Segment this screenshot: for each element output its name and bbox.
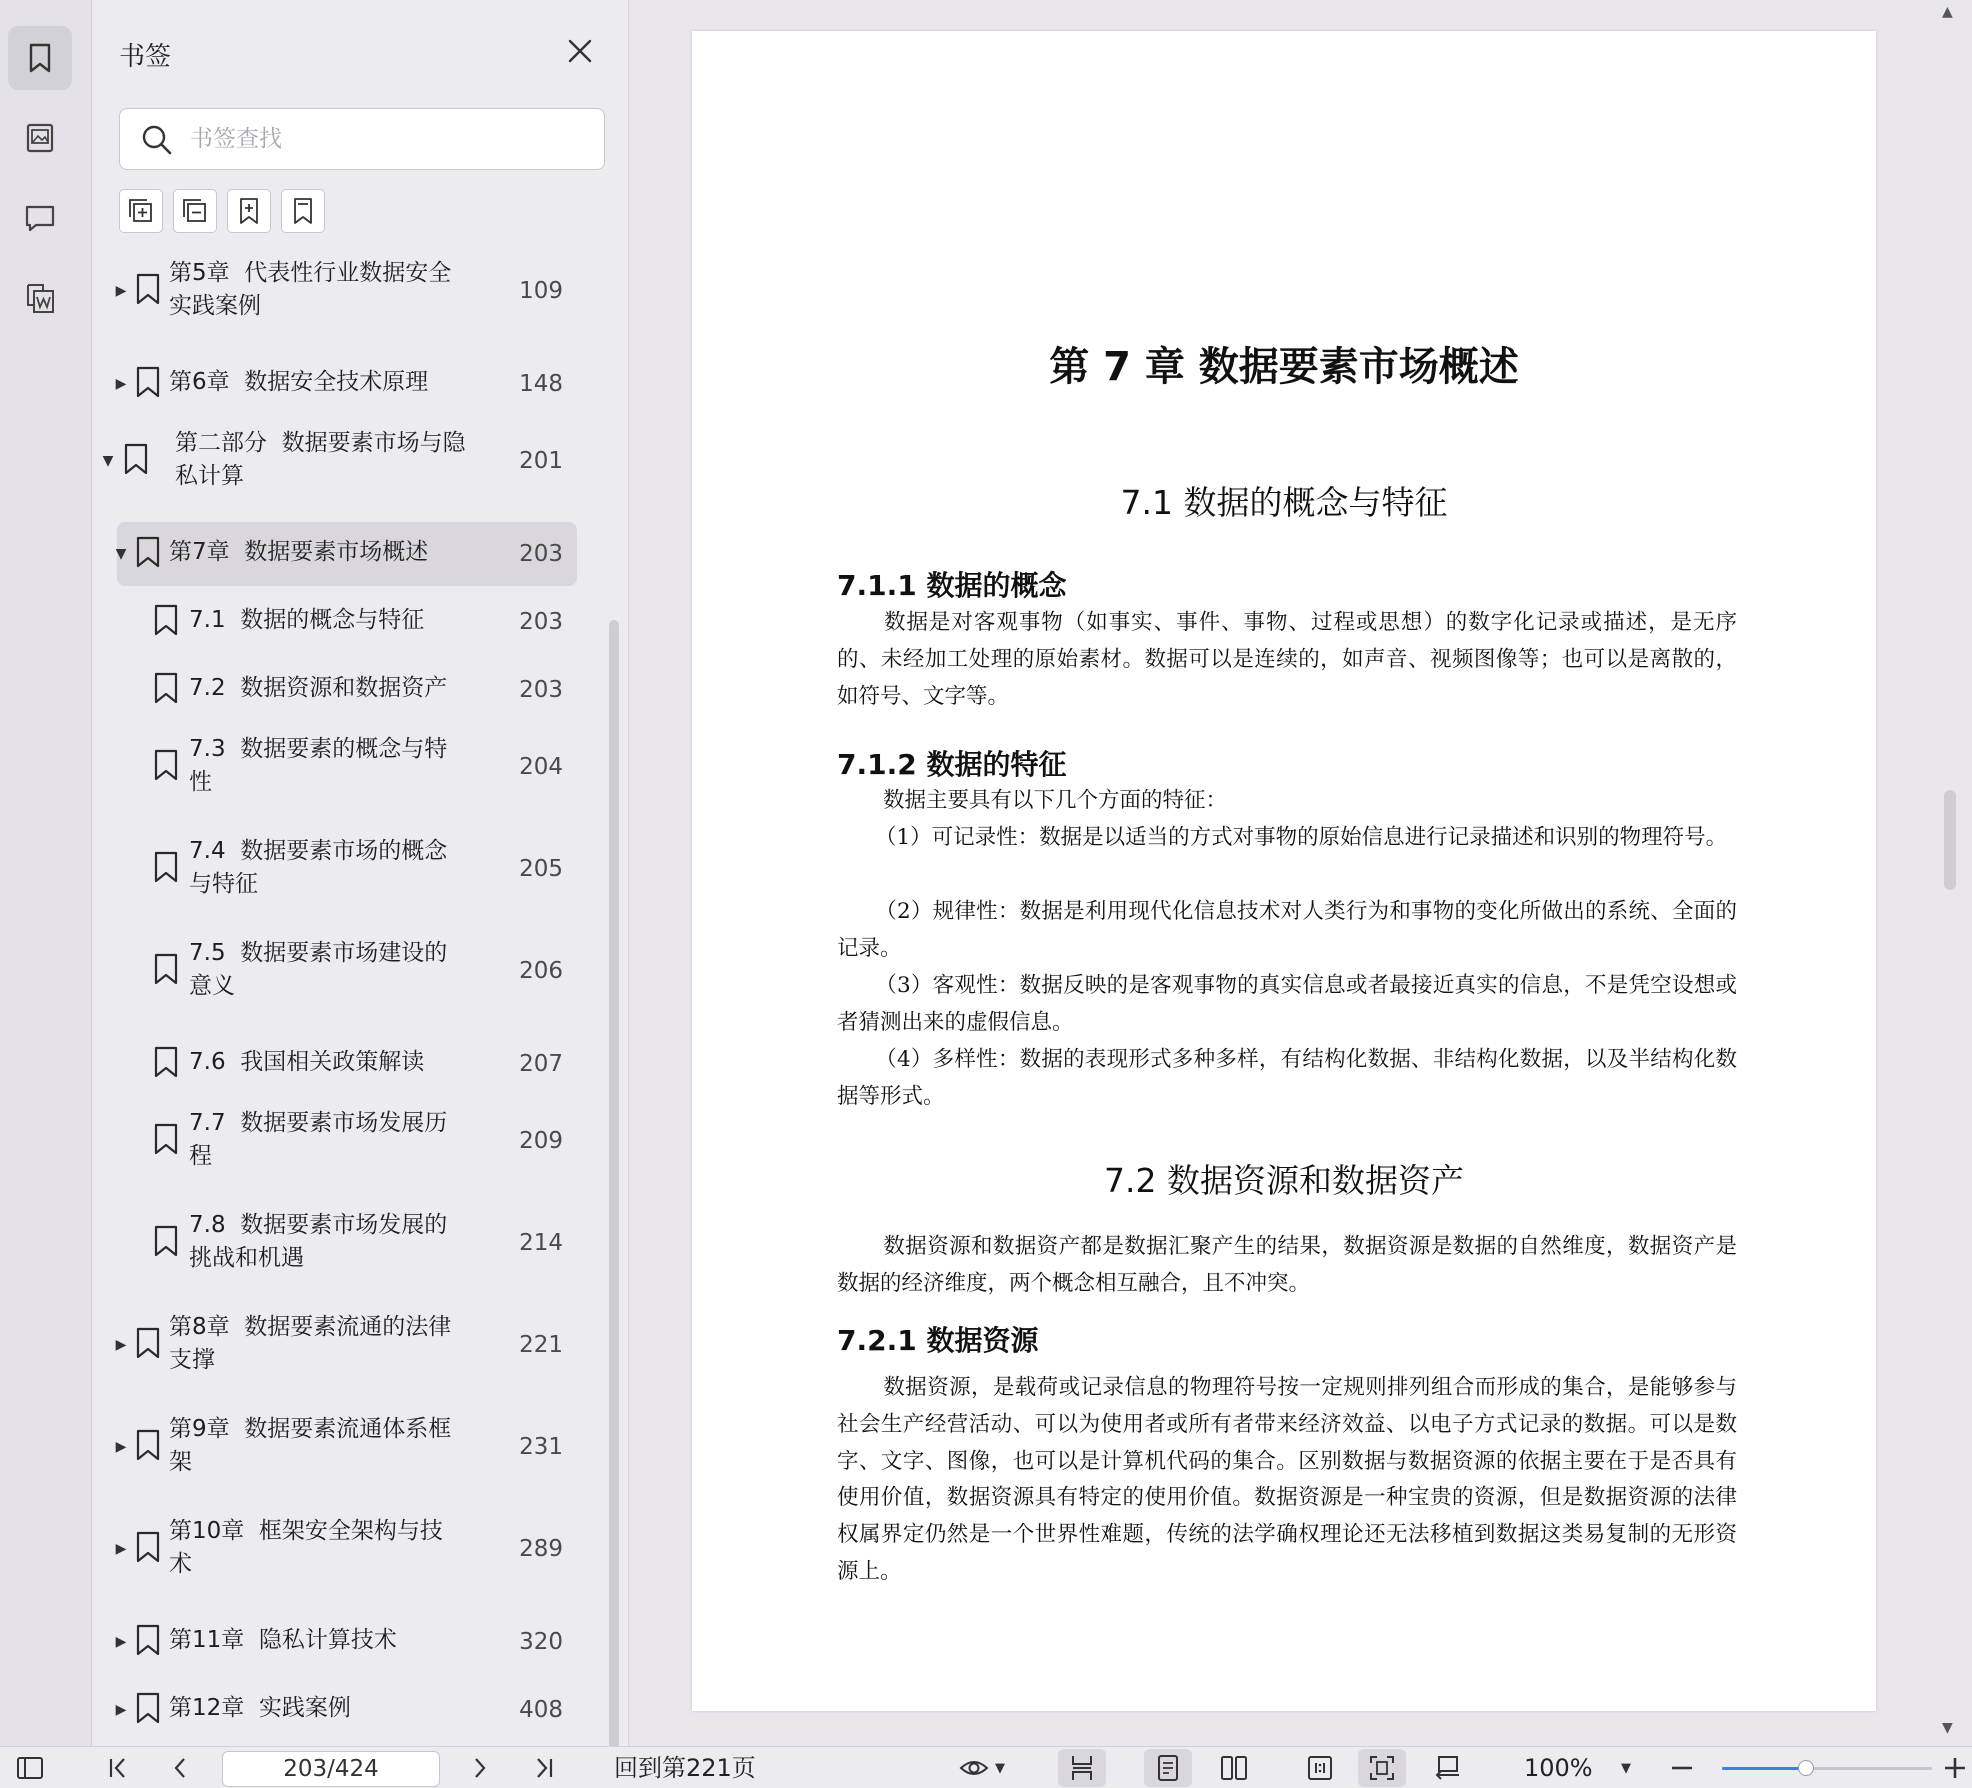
bookmark-page-number: 231 [519, 1434, 563, 1460]
bookmark-page-number: 214 [519, 1230, 563, 1256]
document-page [692, 31, 1876, 1711]
paragraph-text: 数据资源，是载荷或记录信息的物理符号按一定规则排列组合而形成的集合，是能够参与社会生产经营活动、可以为使用者或所有者带来经济效益、以电子方式记录的数据。可以是数字、文字、图像，也可以是计算机代码的集合。区别数据与数据资源的依据主要在于是否具有使用价值，数据资源具有特定的使用价值。数据资源是一种宝贵的资源，但是数据资源的法律权属界定仍然是一个世界性难题，传统的法学确权理论还无法移植到数据这类易复制的无形资源上。 [837, 1375, 1737, 1584]
bookmark-page-number: 201 [519, 448, 563, 474]
page-number-input[interactable] [222, 1751, 440, 1787]
goto-page-link[interactable]: 回到第221页 [614, 1754, 756, 1782]
bookmark-page-number: 203 [519, 677, 563, 703]
bookmark-item[interactable] [117, 1610, 577, 1674]
paragraph-text: 数据资源和数据资产都是数据汇聚产生的结果，数据资源是数据的自然维度，数据资产是数据的经济维度，两个概念相互融合，且不冲突。 [837, 1234, 1737, 1296]
bookmark-item[interactable] [117, 1678, 577, 1742]
bookmark-icon [151, 1122, 181, 1156]
scroll-up-arrow[interactable]: ▲ [1942, 4, 1953, 20]
continuous-scroll-button[interactable] [1058, 1749, 1106, 1787]
paragraph [837, 820, 1737, 857]
side-rail [0, 0, 92, 1746]
zoom-slider[interactable] [1722, 1767, 1932, 1770]
bookmark-page-number: 221 [519, 1332, 563, 1358]
bookmark-list [93, 250, 629, 1746]
two-page-icon [1219, 1753, 1249, 1783]
comment-icon [23, 201, 57, 235]
panel-scrollbar[interactable] [609, 620, 619, 1746]
bookmark-page-number: 205 [519, 856, 563, 882]
fit-page-button[interactable] [1358, 1749, 1406, 1787]
bookmark-label: 7.2 数据资源和数据资产 [189, 675, 448, 701]
chapter-title: 第 7 章 数据要素市场概述 [1049, 344, 1519, 390]
zoom-in-icon [1940, 1753, 1970, 1783]
actual-size-icon [1305, 1753, 1335, 1783]
two-page-button[interactable] [1210, 1747, 1258, 1788]
bookmark-icon [121, 442, 151, 476]
paragraph [837, 968, 1737, 1042]
bookmark-icon [133, 272, 163, 306]
bookmark-icon [23, 41, 57, 75]
single-page-icon [1153, 1753, 1183, 1783]
bookmark-item[interactable] [117, 1406, 577, 1488]
thumbnail-panel-button[interactable] [8, 106, 72, 170]
bookmark-icon [133, 1623, 163, 1657]
bookmark-search-box[interactable] [119, 108, 605, 170]
first-page-button[interactable] [100, 1747, 136, 1788]
paragraph-text: 数据主要具有以下几个方面的特征： [883, 788, 1228, 813]
zoom-level[interactable]: 100% [1524, 1754, 1593, 1782]
prev-page-icon [165, 1753, 195, 1783]
attachment-icon [23, 281, 57, 315]
bookmark-icon [133, 1530, 163, 1564]
bookmark-icon [151, 1224, 181, 1258]
document-viewport[interactable] [630, 0, 1972, 1746]
chevron-down-icon: ▼ [995, 1760, 1005, 1776]
bookmark-icon [133, 1326, 163, 1360]
bookmark-label: 第12章 实践案例 [169, 1695, 351, 1721]
scroll-down-arrow[interactable]: ▼ [1942, 1720, 1953, 1736]
bookmark-page-number: 109 [519, 278, 563, 304]
bookmark-icon [133, 1691, 163, 1725]
bookmark-item[interactable] [117, 1508, 577, 1590]
bookmark-label: 7.4 数据要素市场的概念 与特征 [189, 838, 448, 897]
bookmark-label: 第6章 数据安全技术原理 [169, 369, 429, 395]
bookmark-label: 7.6 我国相关政策解读 [189, 1049, 425, 1075]
bookmark-label: 7.8 数据要素市场发展的 挑战和机遇 [189, 1212, 448, 1271]
collapse-all-icon [180, 196, 210, 226]
bookmark-icon [133, 535, 163, 569]
rotate-icon [1433, 1753, 1463, 1783]
caret-right-icon[interactable]: ▶ [115, 1702, 127, 1718]
paragraph-text: （3）客观性：数据反映的是客观事物的真实信息或者最接近真实的信息，不是凭空设想或者猜测出来的虚假信息。 [837, 973, 1737, 1035]
subsection-heading: 7.1.1 数据的概念 [837, 569, 1067, 602]
paragraph [837, 1229, 1737, 1303]
bookmark-item[interactable] [117, 1032, 577, 1096]
attachment-panel-button[interactable] [8, 266, 72, 330]
bookmark-page-number: 209 [519, 1128, 563, 1154]
zoom-out-button[interactable] [1664, 1747, 1700, 1788]
caret-right-icon[interactable]: ▶ [115, 283, 127, 299]
bookmark-item[interactable] [117, 522, 577, 586]
actual-size-button[interactable] [1296, 1747, 1344, 1788]
search-icon [140, 123, 174, 157]
bookmark-icon [151, 671, 181, 705]
zoom-in-button[interactable] [1940, 1747, 1970, 1788]
bookmark-label: 第8章 数据要素流通的法律 支撑 [169, 1314, 452, 1373]
bookmark-label: 第11章 隐私计算技术 [169, 1627, 397, 1653]
bookmark-page-number: 148 [519, 371, 563, 397]
bookmark-icon [288, 196, 318, 226]
close-panel-button[interactable] [563, 34, 597, 68]
bookmark-label: 第9章 数据要素流通体系框 架 [169, 1416, 452, 1475]
bookmark-item[interactable] [117, 1202, 577, 1284]
paragraph [837, 605, 1737, 715]
sidebar-toggle-icon [15, 1753, 45, 1783]
bookmark-icon [133, 365, 163, 399]
bookmark-icon [133, 1428, 163, 1462]
continuous-scroll-icon [1067, 1753, 1097, 1783]
bookmark-label: 7.3 数据要素的概念与特 性 [189, 736, 448, 795]
bookmark-page-number: 206 [519, 958, 563, 984]
bookmark-item[interactable] [102, 420, 577, 502]
bookmark-item[interactable] [117, 828, 577, 910]
rotate-button[interactable] [1424, 1747, 1472, 1788]
bookmark-page-number: 203 [519, 609, 563, 635]
caret-right-icon[interactable]: ▶ [115, 376, 127, 392]
thumbnail-icon [23, 121, 57, 155]
bookmark-icon [151, 1045, 181, 1079]
bookmark-item[interactable] [117, 1100, 577, 1182]
comment-panel-button[interactable] [8, 186, 72, 250]
bookmark-page-number: 203 [519, 541, 563, 567]
subsection-heading: 7.1.2 数据的特征 [837, 748, 1067, 781]
bookmark-search-input[interactable] [190, 119, 590, 159]
caret-down-icon[interactable]: ▼ [102, 453, 114, 469]
chevron-down-icon: ▼ [1621, 1760, 1631, 1776]
paragraph [837, 894, 1737, 968]
bookmark-label: 7.1 数据的概念与特征 [189, 607, 425, 633]
bookmark-label: 第10章 框架安全架构与技 术 [169, 1518, 443, 1577]
caret-right-icon[interactable]: ▶ [115, 1337, 127, 1353]
prev-page-button[interactable] [162, 1747, 198, 1788]
expand-all-icon [126, 196, 156, 226]
bookmark-panel-button[interactable] [8, 26, 72, 90]
zoom-slider-thumb[interactable] [1798, 1760, 1814, 1776]
bookmark-icon [151, 850, 181, 884]
section-heading: 7.1 数据的概念与特征 [1120, 483, 1448, 522]
sidebar-toggle-button[interactable] [12, 1747, 48, 1788]
document-scrollbar[interactable] [1944, 790, 1956, 890]
paragraph [837, 783, 1737, 820]
bookmark-label: 7.5 数据要素市场建设的 意义 [189, 940, 448, 999]
bookmark-item[interactable] [117, 352, 577, 416]
bookmark-icon [151, 952, 181, 986]
add-bookmark-button[interactable] [227, 189, 271, 233]
fit-page-icon [1367, 1753, 1397, 1783]
close-icon [567, 38, 593, 64]
zoom-dropdown-button[interactable] [1614, 1747, 1638, 1788]
next-page-icon [465, 1753, 495, 1783]
next-page-button[interactable] [462, 1747, 498, 1788]
paragraph-text: （1）可记录性：数据是以适当的方式对事物的原始信息进行记录描述和识别的物理符号。 [875, 825, 1728, 850]
bookmark-panel [93, 0, 629, 1746]
collapse-all-button[interactable] [173, 189, 217, 233]
bookmark-label: 第7章 数据要素市场概述 [169, 539, 429, 565]
bookmark-item[interactable] [117, 930, 577, 1012]
paragraph [837, 1370, 1737, 1591]
bookmark-page-number: 289 [519, 1536, 563, 1562]
zoom-slider-fill [1722, 1767, 1806, 1770]
caret-right-icon[interactable]: ▶ [115, 1634, 127, 1650]
bookmark-label: 第5章 代表性行业数据安全 实践案例 [169, 260, 452, 319]
section-heading: 7.2 数据资源和数据资产 [1104, 1161, 1464, 1200]
paragraph [837, 1042, 1737, 1116]
bookmark-label: 第二部分 数据要素市场与隐 私计算 [175, 430, 466, 489]
first-page-icon [103, 1753, 133, 1783]
bookmark-label: 7.7 数据要素市场发展历 程 [189, 1110, 448, 1169]
paragraph-text: （4）多样性：数据的表现形式多种多样，有结构化数据、非结构化数据，以及半结构化数据等形式。 [837, 1047, 1737, 1109]
bookmark-page-number: 204 [519, 754, 563, 780]
eye-icon [957, 1753, 991, 1783]
subsection-heading: 7.2.1 数据资源 [837, 1324, 1039, 1357]
bookmark-page-number: 320 [519, 1629, 563, 1655]
caret-right-icon[interactable]: ▶ [115, 1439, 127, 1455]
bookmark-icon [151, 603, 181, 637]
bookmark-item[interactable] [117, 590, 577, 654]
bookmark-icon [151, 748, 181, 782]
last-page-icon [529, 1753, 559, 1783]
bookmark-button[interactable] [281, 189, 325, 233]
single-page-button[interactable] [1144, 1749, 1192, 1787]
bookmark-item[interactable] [117, 250, 577, 332]
paragraph-text: 数据是对客观事物（如事实、事件、事物、过程或思想）的数字化记录或描述，是无序的、未经加工处理的原始素材。数据可以是连续的，如声音、视频图像等；也可以是离散的，如符号、文字等。 [837, 610, 1737, 709]
bookmark-page-number: 408 [519, 1697, 563, 1723]
bookmark-page-number: 207 [519, 1051, 563, 1077]
add-bookmark-icon [234, 196, 264, 226]
caret-down-icon[interactable]: ▼ [115, 546, 127, 562]
panel-title: 书签 [119, 42, 172, 72]
bookmark-item[interactable] [117, 1304, 577, 1386]
caret-right-icon[interactable]: ▶ [115, 1541, 127, 1557]
paragraph-text: （2）规律性：数据是利用现代化信息技术对人类行为和事物的变化所做出的系统、全面的记录。 [837, 899, 1737, 961]
zoom-out-icon [1667, 1753, 1697, 1783]
status-bar [0, 1746, 1972, 1788]
expand-all-button[interactable] [119, 189, 163, 233]
last-page-button[interactable] [526, 1747, 562, 1788]
read-mode-button[interactable] [950, 1747, 1012, 1788]
bookmark-item[interactable] [117, 726, 577, 808]
bookmark-item[interactable] [117, 658, 577, 722]
